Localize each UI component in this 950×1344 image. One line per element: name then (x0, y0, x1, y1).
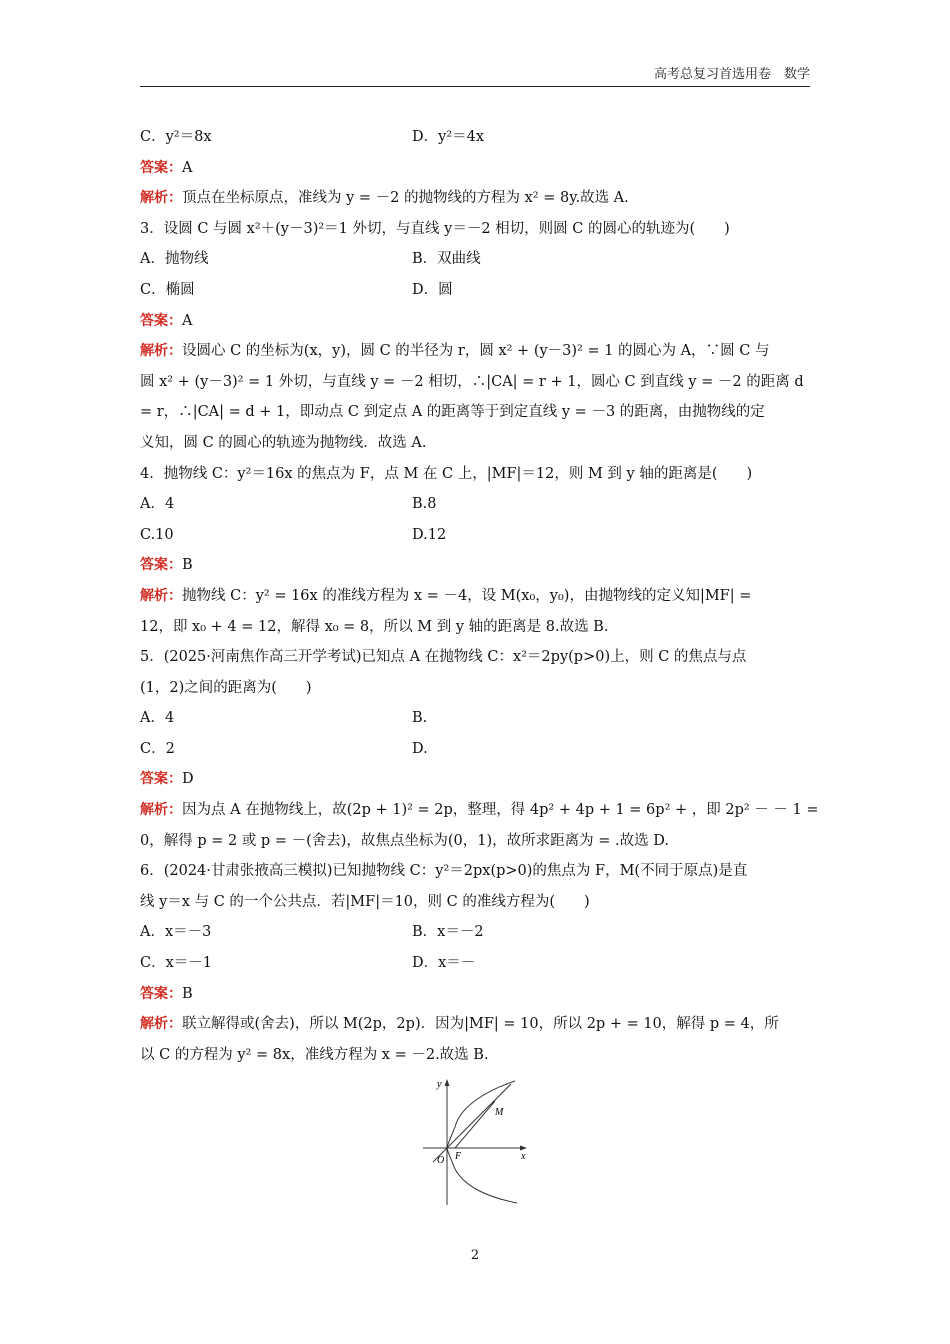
analysis-label: 解析： (140, 1016, 182, 1033)
option-c: C．x＝－1 (140, 955, 212, 972)
options-row (140, 489, 812, 520)
option-a: A．抛物线 (140, 251, 209, 268)
question-6-continued: 线 y＝x 与 C 的一个公共点．若|MF|＝10，则 C 的准线方程为( ) (140, 893, 590, 910)
analysis-text: 设圆心 C 的坐标为(x，y)，圆 C 的半径为 r，圆 x² + (y－3)² = 1 的圆心为 A，∵圆 C 与 (182, 343, 770, 360)
answer-value: A (182, 159, 193, 176)
focus-label: F (455, 1151, 462, 1162)
options-row (140, 917, 812, 948)
option-d: D．圆 (412, 281, 453, 298)
option-d: D.12 (412, 526, 447, 543)
option-a: A．4 (140, 496, 175, 513)
option-b: B．x＝－2 (412, 924, 484, 941)
answer-label: 答案： (140, 557, 182, 574)
analysis-continued: 义知，圆 C 的圆心的轨迹为抛物线．故选 A. (140, 434, 427, 451)
option-d: D. (412, 740, 428, 757)
analysis-text: 顶点在坐标原点，准线为 y = －2 的抛物线的方程为 x² = 8y.故选 A. (182, 190, 629, 207)
page-number: 2 (470, 1248, 480, 1263)
analysis-text: 联立解得或(舍去)，所以 M(2p，2p)．因为|MF| = 10，所以 2p + = 10，解得 p = 4，所 (182, 1016, 779, 1033)
option-d: D．x＝－ (412, 955, 476, 972)
analysis-line (140, 336, 812, 367)
analysis-continued: 圆 x² + (y－3)² = 1 外切，与直线 y = －2 相切，∴|CA| = r + 1，圆心 C 到直线 y = －2 的距离 d (140, 373, 804, 390)
segment-mf (455, 1101, 495, 1148)
option-c: C．y²＝8x (140, 129, 212, 145)
options-row (140, 122, 812, 153)
analysis-line (140, 183, 812, 214)
parabola-curve (447, 1081, 517, 1203)
answer-value: B (182, 985, 193, 1002)
option-a: A．4 (140, 710, 175, 727)
point-m-label: M (495, 1107, 504, 1118)
parabola-figure (415, 1075, 535, 1210)
options-row (140, 948, 812, 979)
analysis-label: 解析： (140, 190, 182, 207)
analysis-line (140, 1009, 812, 1040)
question-5-continued: (1，2)之间的距离为( ) (140, 679, 312, 696)
analysis-label: 解析： (140, 802, 182, 819)
analysis-line (140, 795, 819, 826)
options-row (140, 244, 812, 275)
line-y-eq-x (433, 1084, 511, 1162)
analysis-continued: 0，解得 p = 2 或 p = －(舍去)，故焦点坐标为(0，1)，故所求距离为 = .故选 D. (140, 832, 669, 849)
analysis-label: 解析： (140, 343, 182, 360)
analysis-text: 因为点 A 在抛物线上，故(2p + 1)² = 2p，整理，得 4p² + 4p + 1 = 6p² + ，即 2p² － － 1 = (182, 802, 819, 819)
option-a: A．x＝－3 (140, 924, 212, 941)
x-axis-label: x (521, 1151, 526, 1162)
option-d: D．y²＝4x (412, 129, 485, 145)
options-row (140, 703, 812, 734)
analysis-continued: = r，∴|CA| = d + 1，即动点 C 到定点 A 的距离等于到定直线 y = －3 的距离，由抛物线的定 (140, 404, 765, 421)
answer-line (140, 306, 812, 337)
option-b: B．双曲线 (412, 251, 481, 268)
y-axis-label: y (437, 1079, 442, 1090)
question-6: 6．(2024·甘肃张掖高三模拟)已知抛物线 C：y²＝2px(p>0)的焦点为 F，M(不同于原点)是直 (140, 863, 748, 880)
option-c: C.10 (140, 526, 174, 543)
answer-label: 答案： (140, 771, 182, 788)
question-3: 3．设圆 C 与圆 x²＋(y－3)²＝1 外切，与直线 y＝－2 相切，则圆 C 的圆心的轨迹为( ) (140, 220, 730, 237)
option-b: B. (412, 710, 428, 727)
analysis-text: 抛物线 C：y² = 16x 的准线方程为 x = －4，设 M(x₀，y₀)，由抛物线的定义知|MF| = (182, 587, 752, 604)
option-c: C．椭圆 (140, 281, 195, 298)
answer-line (140, 764, 812, 795)
answer-value: D (182, 771, 194, 788)
answer-label: 答案： (140, 312, 182, 329)
analysis-continued: 以 C 的方程为 y² = 8x，准线方程为 x = －2.故选 B. (140, 1046, 489, 1063)
question-4: 4．抛物线 C：y²＝16x 的焦点为 F，点 M 在 C 上，|MF|＝12，则 M 到 y 轴的距离是( ) (140, 465, 753, 482)
document-body (140, 122, 819, 1070)
answer-line (140, 979, 812, 1010)
answer-value: A (182, 312, 193, 329)
origin-label: O (437, 1155, 445, 1166)
y-axis-arrow-icon (445, 1079, 450, 1086)
answer-label: 答案： (140, 159, 182, 176)
page-header (140, 66, 810, 87)
answer-label: 答案： (140, 985, 182, 1002)
analysis-continued: 12，即 x₀ + 4 = 12，解得 x₀ = 8，所以 M 到 y 轴的距离是 8.故选 B. (140, 618, 609, 635)
options-row (140, 520, 812, 551)
option-b: B.8 (412, 496, 437, 513)
question-5: 5．(2025·河南焦作高三开学考试)已知点 A 在抛物线 C：x²＝2py(p>0)上，则 C 的焦点与点 (140, 649, 747, 666)
header-title: 高考总复习首选用卷 数学 (653, 67, 810, 82)
option-c: C．2 (140, 740, 175, 757)
answer-line (140, 153, 812, 184)
options-row (140, 734, 812, 765)
analysis-label: 解析： (140, 587, 182, 604)
answer-value: B (182, 557, 193, 574)
options-row (140, 275, 812, 306)
x-axis-arrow-icon (520, 1146, 527, 1151)
answer-line (140, 550, 812, 581)
analysis-line (140, 581, 812, 612)
